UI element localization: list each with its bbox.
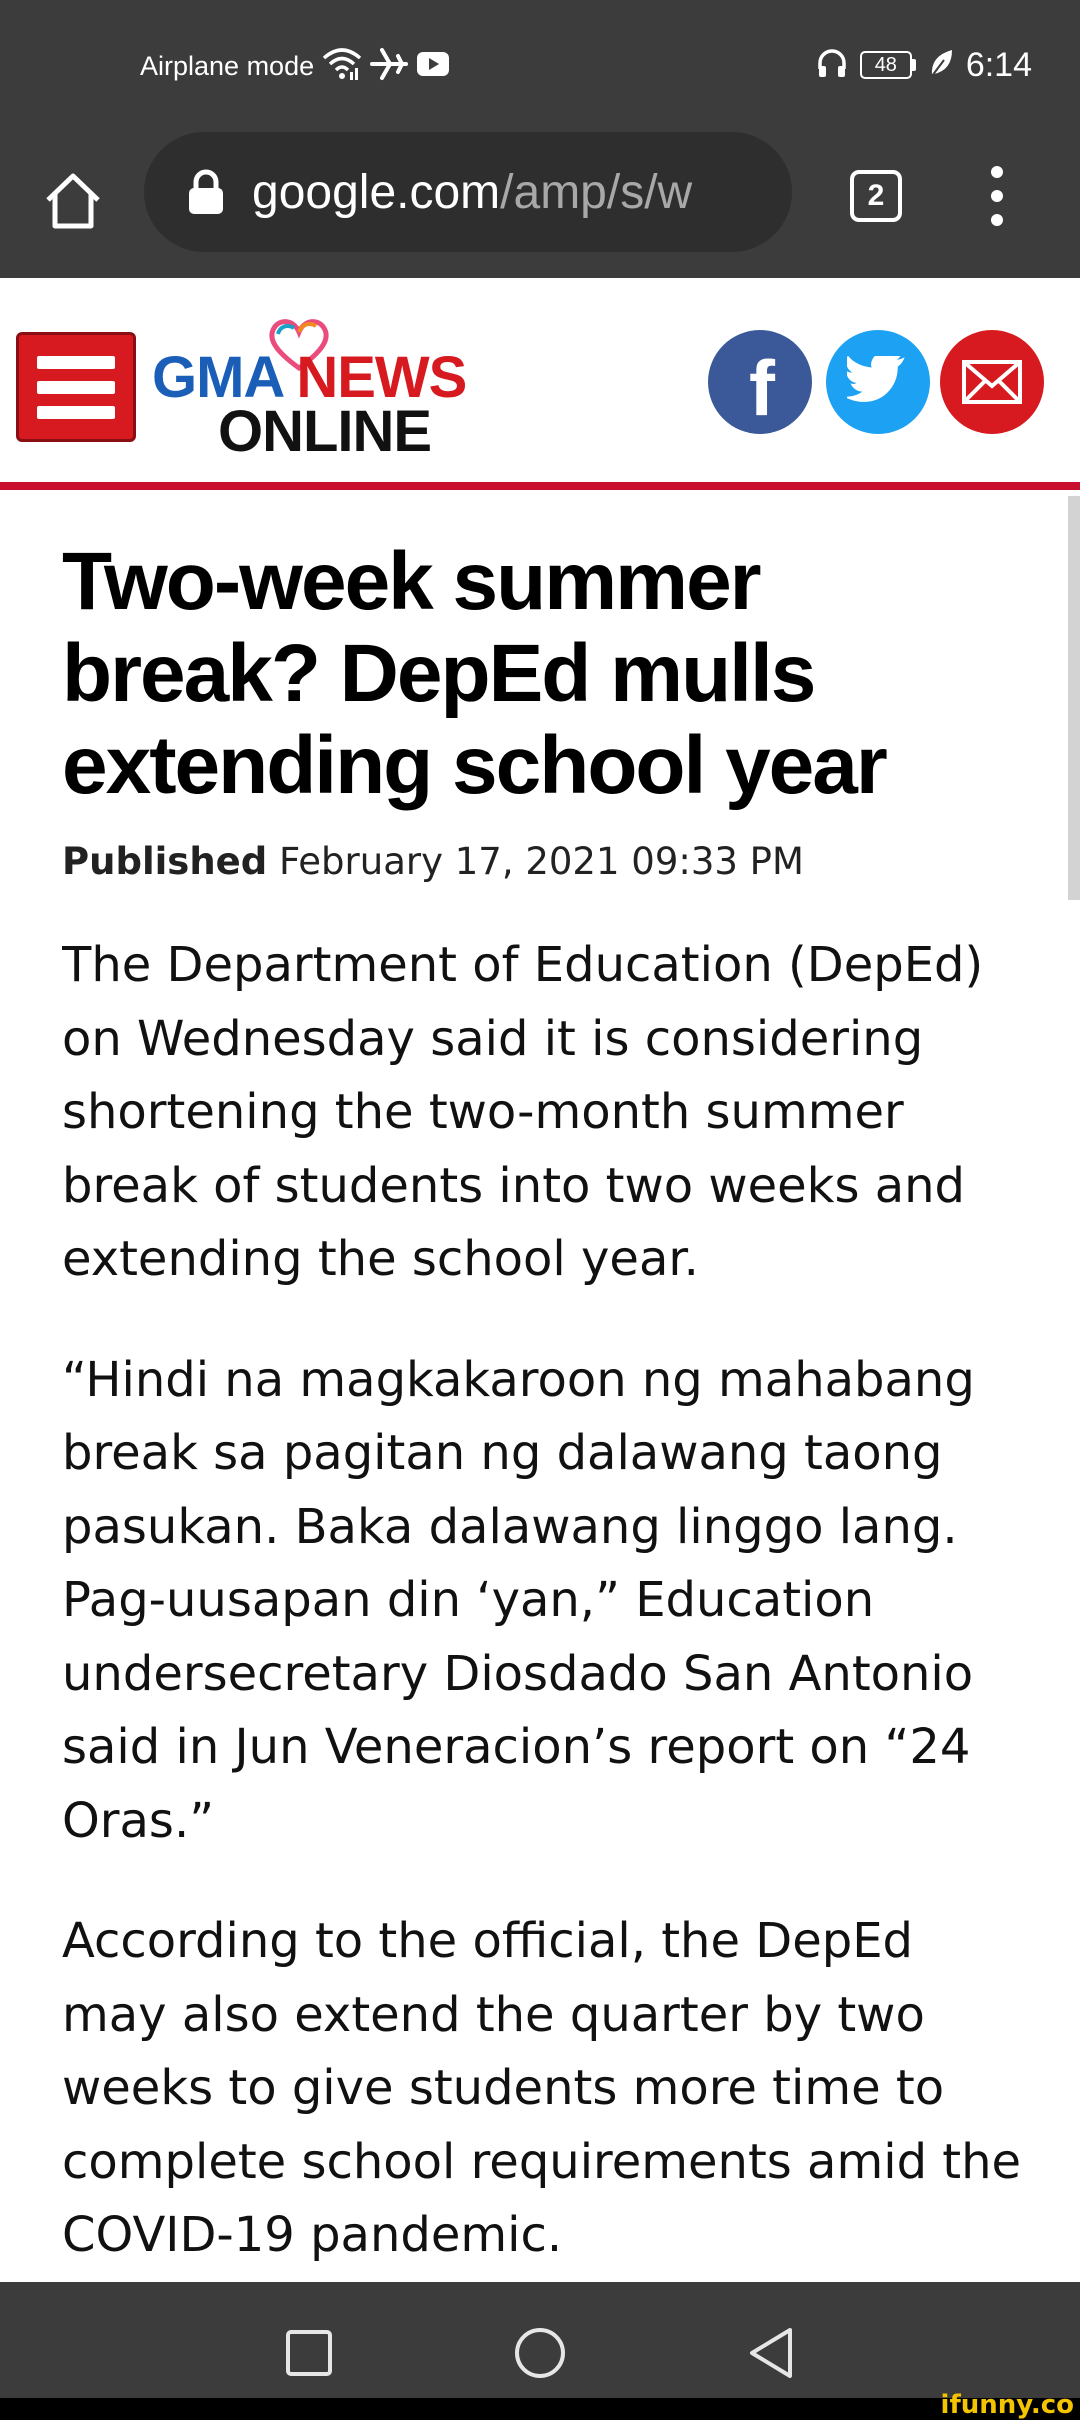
- email-icon: [961, 359, 1023, 405]
- airplane-icon: [370, 46, 408, 86]
- logo-gma: GMA: [152, 345, 285, 410]
- url-domain: google.com: [252, 165, 501, 219]
- site-header: [0, 278, 1080, 490]
- status-bar: [0, 0, 1080, 130]
- gma-news-logo[interactable]: [152, 318, 532, 464]
- status-left: [140, 44, 450, 88]
- battery-level: 48: [860, 51, 912, 79]
- facebook-icon: f: [749, 343, 775, 432]
- leaf-icon: [928, 48, 954, 82]
- wifi-icon: [322, 46, 362, 86]
- email-share-button[interactable]: [940, 330, 1044, 434]
- headphones-icon: [816, 47, 848, 83]
- article-headline: Two-week summer break? DepEd mulls extending school year: [62, 536, 886, 811]
- home-nav-button[interactable]: [495, 2308, 585, 2398]
- twitter-share-button[interactable]: [826, 330, 930, 434]
- recents-square-icon: [285, 2329, 333, 2377]
- article-paragraph: According to the official, the DepEd may also extend the quarter by two weeks to give students more time to complete school requirements amid the COVID-19 pandemic.: [62, 1913, 1022, 2263]
- home-button[interactable]: [40, 168, 106, 234]
- tab-count: 2: [867, 179, 885, 212]
- article-paragraph: “Hindi na magkakaroon ng mahabang break sa pagitan ng dalawang taong pasukan. Baka dalawang linggo lang. Pag-uusapan din ‘yan,” Education undersecretary Diosdado San Antonio said in Jun Veneracion’s report on “24 Oras.”: [62, 1351, 975, 1849]
- published-date: February 17, 2021 09:33 PM: [279, 840, 804, 883]
- recents-button[interactable]: [264, 2308, 354, 2398]
- back-nav-button[interactable]: [726, 2308, 816, 2398]
- watermark-text: ifunny.co: [940, 2390, 1074, 2420]
- url-path: /amp/s/w: [500, 165, 693, 219]
- published-label: Published: [62, 840, 268, 883]
- battery-icon: [860, 51, 916, 79]
- tab-switcher-button[interactable]: [850, 170, 902, 222]
- browser-toolbar: [0, 130, 1080, 278]
- logo-online: ONLINE: [218, 399, 432, 464]
- logo-news: NEWS: [296, 345, 467, 410]
- more-menu-icon[interactable]: [980, 160, 1014, 232]
- facebook-share-button[interactable]: [708, 330, 812, 434]
- header-divider: [0, 482, 1080, 490]
- article-body: [62, 536, 1022, 2282]
- lock-icon[interactable]: [186, 167, 226, 217]
- home-circle-icon: [513, 2326, 567, 2380]
- twitter-icon: [847, 356, 909, 408]
- address-bar[interactable]: [144, 132, 792, 252]
- home-icon: [42, 170, 104, 232]
- clock: 6:14: [965, 45, 1032, 84]
- airplane-mode-label: Airplane mode: [140, 50, 315, 81]
- status-right: [816, 40, 1032, 90]
- back-triangle-icon: [746, 2326, 796, 2380]
- article-paragraph: The Department of Education (DepEd) on Wednesday said it is considering shortening the two-month summer break of students into two weeks and extending the school year.: [62, 937, 984, 1287]
- watermark-bar: [0, 2390, 1080, 2420]
- hamburger-menu-icon[interactable]: [16, 332, 136, 442]
- article-dateline: [62, 840, 1022, 883]
- video-icon: [416, 50, 450, 82]
- scrollbar-thumb[interactable]: [1068, 496, 1080, 900]
